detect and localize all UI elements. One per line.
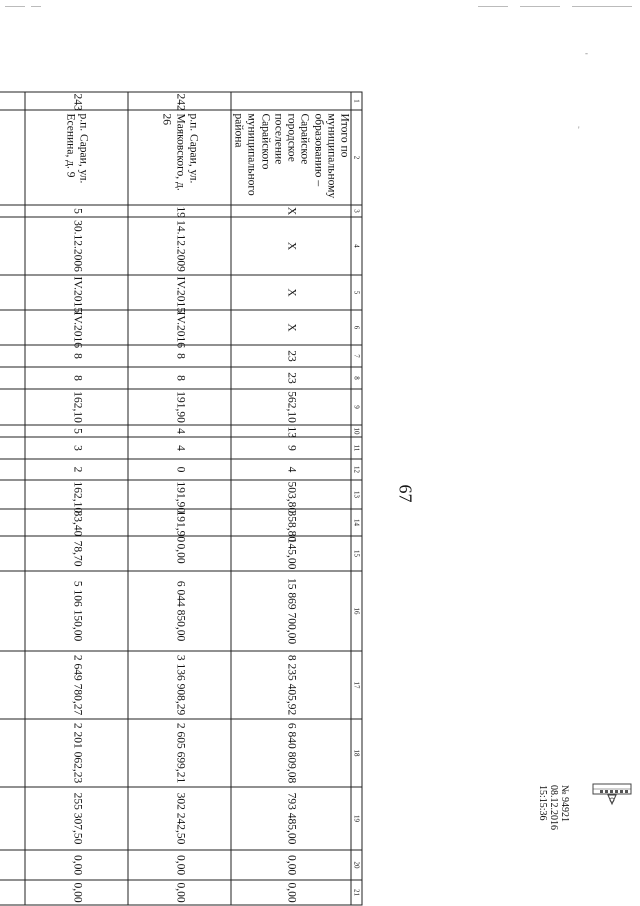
table-cell: 503,80 xyxy=(231,480,351,509)
table-cell: IV.2015 xyxy=(128,275,231,310)
table-cell: Итого по муниципальному образованию – Сарайское городское поселение Сарайского муниципального района xyxy=(231,110,351,205)
table-cell xyxy=(0,345,25,367)
table-cell xyxy=(0,536,25,571)
table-cell xyxy=(0,425,25,437)
table-cell: 9 xyxy=(231,437,351,459)
table-cell: 2 xyxy=(25,459,128,480)
table-cell: 191,90 xyxy=(128,509,231,536)
table-cell: 2 605 699,21 xyxy=(128,719,231,787)
column-number: 18 xyxy=(351,719,362,787)
table-cell: 83,40 xyxy=(25,509,128,536)
table-cell: 0,00 xyxy=(231,850,351,880)
table-cell xyxy=(0,651,25,719)
table-cell xyxy=(0,880,25,905)
column-number: 13 xyxy=(351,480,362,509)
table-cell: 145,00 xyxy=(231,536,351,571)
table-cell: 191,90 xyxy=(128,480,231,509)
table-row xyxy=(25,92,128,905)
table-cell xyxy=(0,217,25,275)
table-cell xyxy=(0,92,25,110)
table-cell xyxy=(0,110,25,205)
column-number: 16 xyxy=(351,571,362,651)
table-cell: 3 xyxy=(25,437,128,459)
table-cell xyxy=(0,437,25,459)
table-cell: 0,00 xyxy=(25,880,128,905)
column-number: 7 xyxy=(351,345,362,367)
table-cell xyxy=(0,205,25,217)
table-cell: 6 840 809,08 xyxy=(231,719,351,787)
table-cell: 0,00 xyxy=(231,880,351,905)
column-number-row xyxy=(351,92,362,905)
column-number: 12 xyxy=(351,459,362,480)
table-cell: 0,00 xyxy=(128,880,231,905)
table-cell: 8 xyxy=(25,367,128,389)
table-cell: 4 xyxy=(231,459,351,480)
table-cell xyxy=(0,787,25,850)
table-cell: р.п. Сараи, ул. Маяковского, д. 26 xyxy=(128,110,231,205)
table-cell: 8 xyxy=(128,367,231,389)
table-cell: 5 xyxy=(25,205,128,217)
table-cell: 358,80 xyxy=(231,509,351,536)
table-cell: 13 xyxy=(231,425,351,437)
table-cell: 162,10 xyxy=(25,480,128,509)
table-cell: 6 044 850,00 xyxy=(128,571,231,651)
table-cell: 2 201 062,23 xyxy=(25,719,128,787)
table-cell: 3 136 908,29 xyxy=(128,651,231,719)
table-cell: 8 xyxy=(128,345,231,367)
column-number: 2 xyxy=(351,110,362,205)
table-row xyxy=(128,92,231,905)
table-cell xyxy=(0,719,25,787)
table-cell: 242 xyxy=(128,92,231,110)
column-number: 1 xyxy=(351,92,362,110)
column-number: 11 xyxy=(351,437,362,459)
table-cell: 2 649 780,27 xyxy=(25,651,128,719)
table-cell xyxy=(0,509,25,536)
table-cell: 78,70 xyxy=(25,536,128,571)
table-cell: 15 869 700,00 xyxy=(231,571,351,651)
table-cell: 0,00 xyxy=(128,850,231,880)
table-row xyxy=(231,92,351,905)
column-number: 6 xyxy=(351,310,362,345)
column-number: 20 xyxy=(351,850,362,880)
column-number: 15 xyxy=(351,536,362,571)
table-cell: X xyxy=(231,310,351,345)
column-number: 4 xyxy=(351,217,362,275)
registration-stamp: № 94921 08.12.2016 15:15:36 xyxy=(537,785,570,855)
table-cell: 793 485,00 xyxy=(231,787,351,850)
table-cell xyxy=(0,367,25,389)
table-cell: 191,90 xyxy=(128,389,231,425)
table-cell: 23 xyxy=(231,345,351,367)
scan-mark: ' xyxy=(578,125,580,135)
table-cell xyxy=(0,850,25,880)
table-cell: 30.12.2006 xyxy=(25,217,128,275)
table-cell: 5 xyxy=(25,425,128,437)
table-cell xyxy=(0,389,25,425)
column-number: 3 xyxy=(351,205,362,217)
rotated-page xyxy=(1,0,640,905)
table-cell: IV.2016 xyxy=(25,310,128,345)
table-cell: 0 xyxy=(128,459,231,480)
table-cell xyxy=(0,459,25,480)
column-number: 10 xyxy=(351,425,362,437)
table-cell: X xyxy=(231,217,351,275)
housing-program-table xyxy=(0,92,363,906)
column-number: 8 xyxy=(351,367,362,389)
table-cell: 0,00 xyxy=(128,536,231,571)
table-cell: 243 xyxy=(25,92,128,110)
table-cell xyxy=(0,275,25,310)
table-row xyxy=(0,92,25,905)
column-number: 19 xyxy=(351,787,362,850)
table-cell: 5 106 150,00 xyxy=(25,571,128,651)
scan-mark: - xyxy=(585,48,588,58)
table-cell: 14.12.2009 xyxy=(128,217,231,275)
column-number: 14 xyxy=(351,509,362,536)
table-cell: 562,10 xyxy=(231,389,351,425)
table-cell xyxy=(0,480,25,509)
table-cell: 4 xyxy=(128,437,231,459)
table-cell xyxy=(231,92,351,110)
table-cell: 8 235 405,92 xyxy=(231,651,351,719)
column-number: 17 xyxy=(351,651,362,719)
table-cell: 302 242,50 xyxy=(128,787,231,850)
column-number: 9 xyxy=(351,389,362,425)
table-cell: р.п. Сараи, ул. Есенина, д. 9 xyxy=(25,110,128,205)
table-cell: IV.2016 xyxy=(128,310,231,345)
column-number: 5 xyxy=(351,275,362,310)
document-stamp-logo xyxy=(592,782,632,808)
table-cell: X xyxy=(231,275,351,310)
table-cell: 23 xyxy=(231,367,351,389)
table-cell: 4 xyxy=(128,425,231,437)
table-cell xyxy=(0,310,25,345)
table-cell: 255 307,50 xyxy=(25,787,128,850)
table-cell: 19 xyxy=(128,205,231,217)
table-cell xyxy=(0,571,25,651)
page-number: 67 xyxy=(395,479,416,509)
table-cell: X xyxy=(231,205,351,217)
table-cell: IV.2015 xyxy=(25,275,128,310)
table-cell: 162,10 xyxy=(25,389,128,425)
column-number: 21 xyxy=(351,880,362,905)
table-cell: 0,00 xyxy=(25,850,128,880)
table-cell: 8 xyxy=(25,345,128,367)
